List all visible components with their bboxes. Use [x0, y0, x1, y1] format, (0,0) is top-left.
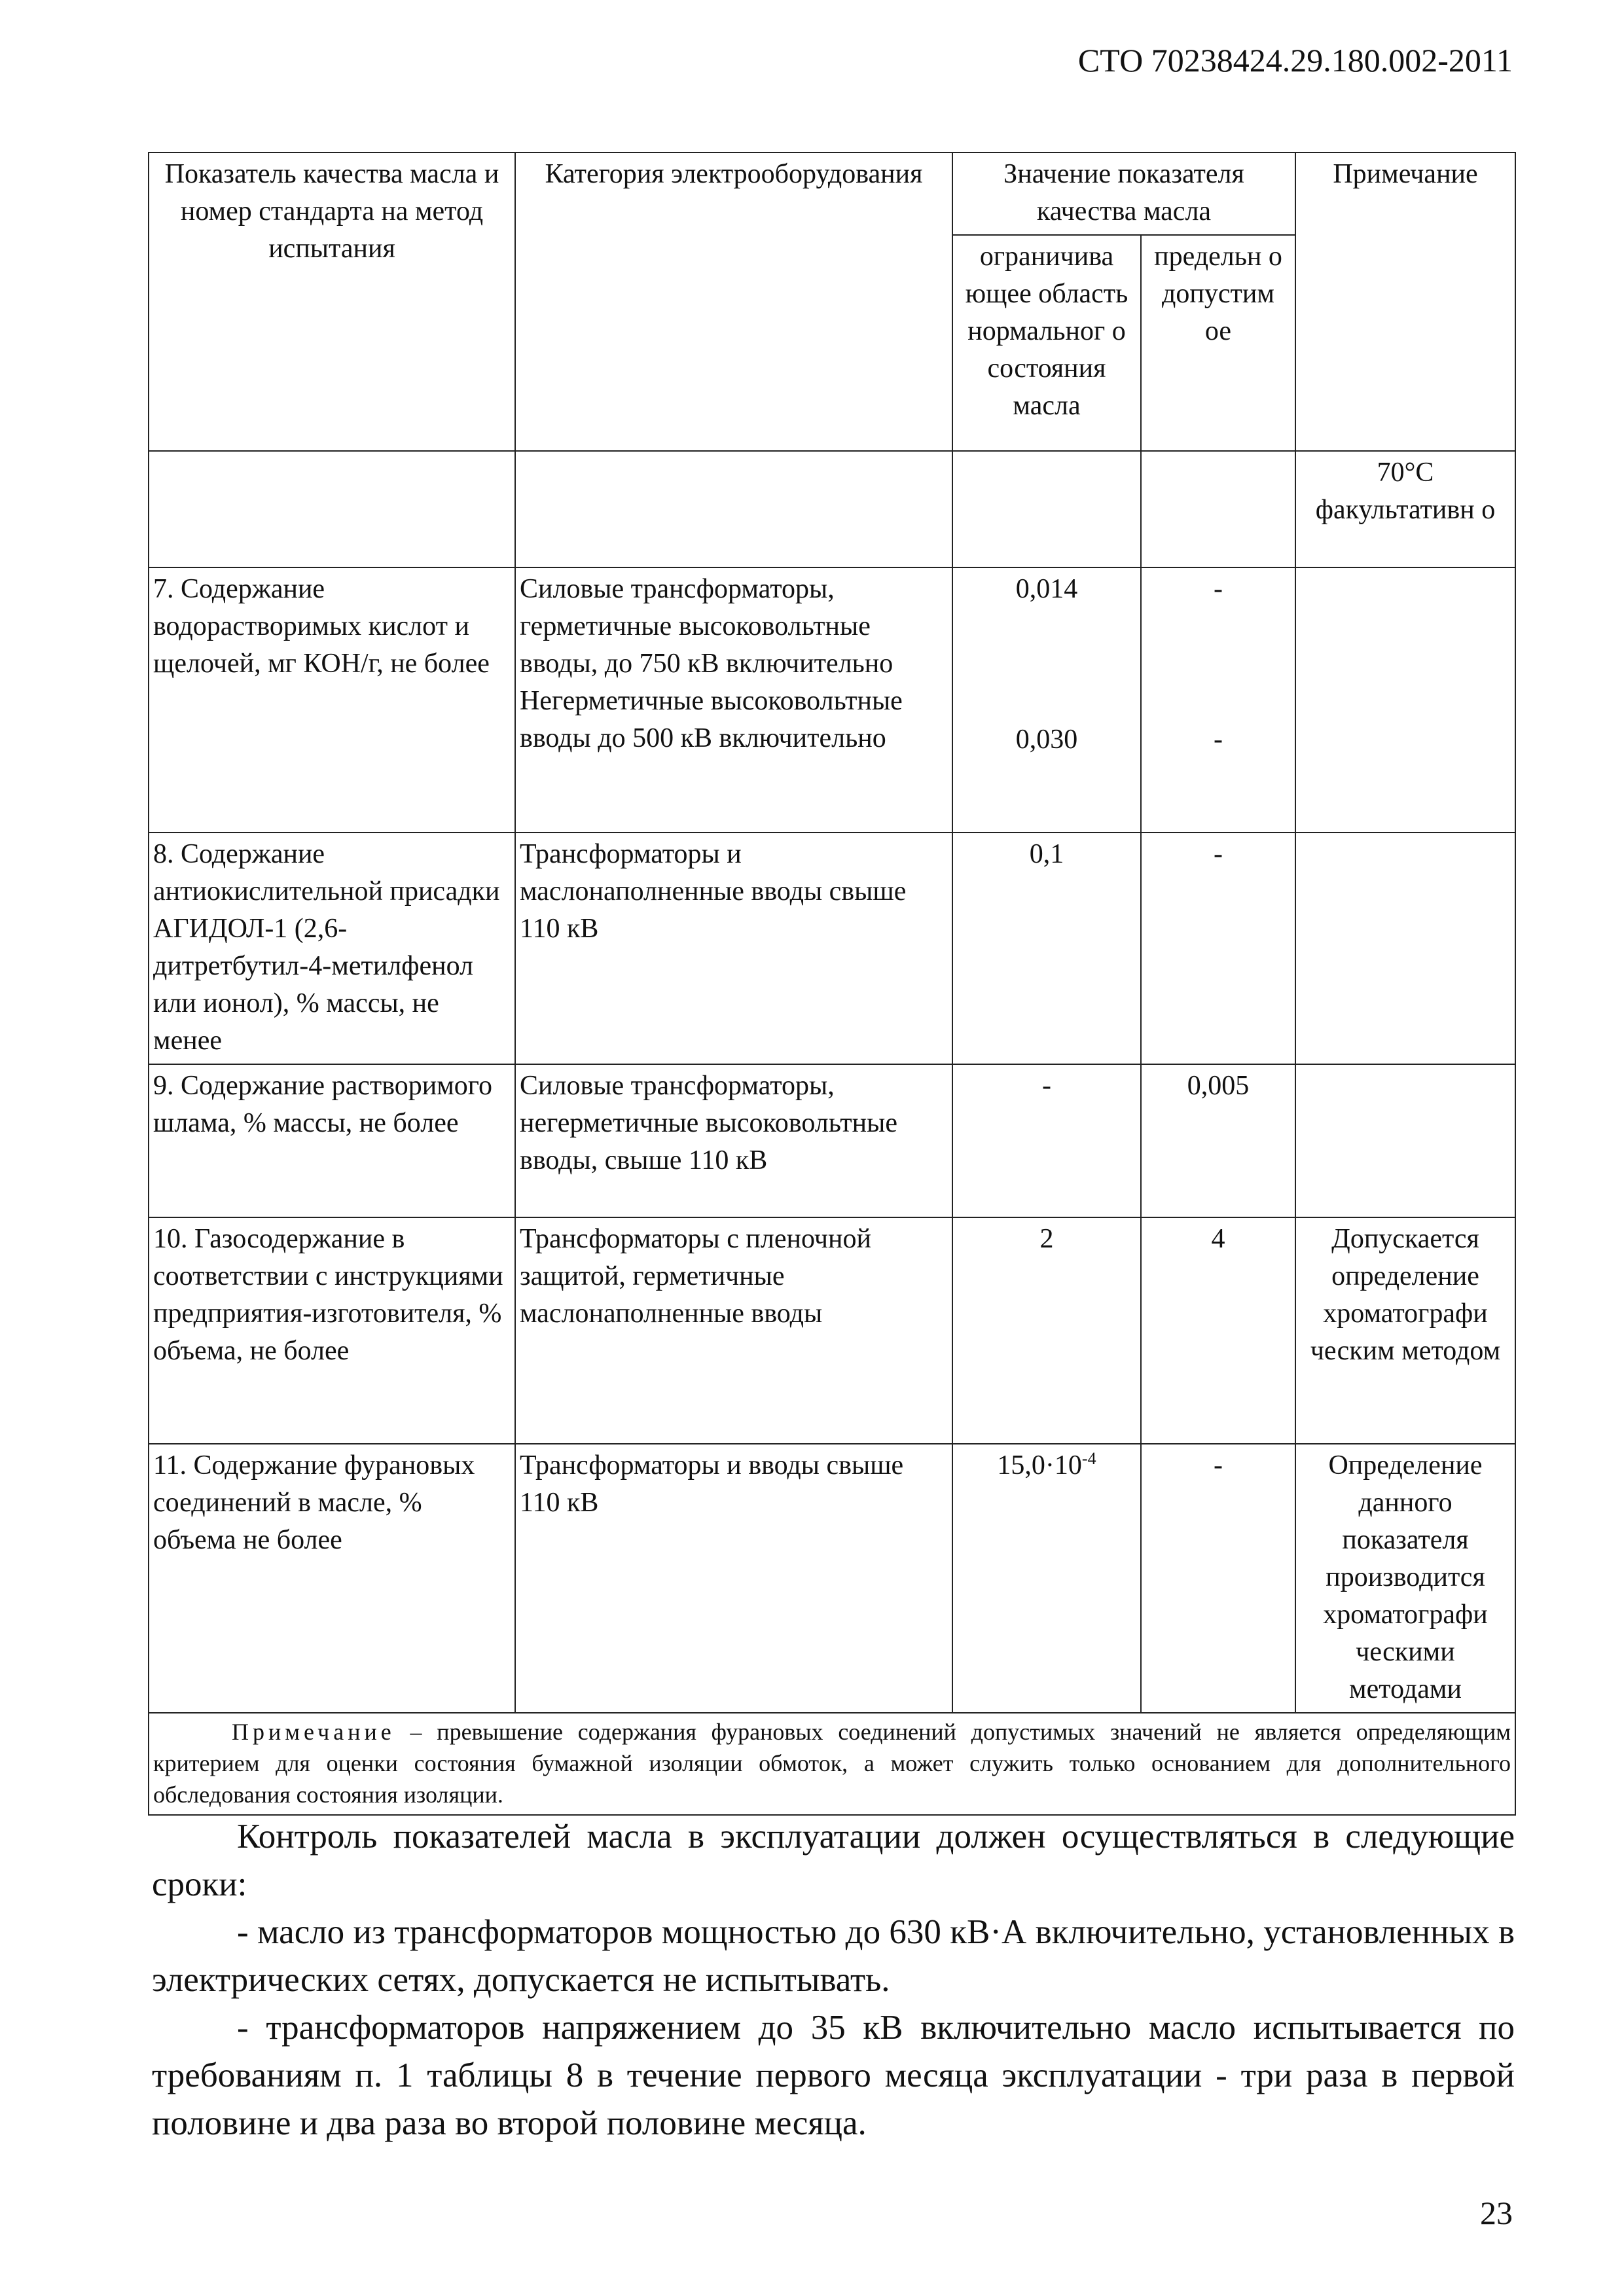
table-footnote [149, 1713, 1515, 1815]
header-category: Категория электрооборудования [515, 152, 952, 451]
row11-normal-exponent: -4 [1081, 1449, 1096, 1468]
row9-category: Силовые трансформаторы, негерметичные высоковольтные вводы, свыше 110 кВ [515, 1064, 952, 1217]
continuation-note: 70°С факультативн о [1295, 451, 1515, 567]
row7-indicator: 7. Содержание водорастворимых кислот и щелочей, мг КОН/г, не более [149, 567, 515, 833]
row7-category-b: Негерметичные высоковольтные вводы до 500 кВ включительно [520, 686, 903, 753]
header-value-group: Значение показателя качества масла [952, 152, 1295, 235]
row7-note [1295, 567, 1515, 833]
body-paragraph-2: - масло из трансформаторов мощностью до 630 кВ·А включительно, установленных в электрических сетях, допускается не испытывать. [152, 1913, 1515, 1999]
row7-limit-b: - [1214, 725, 1223, 755]
row9-limit: 0,005 [1141, 1064, 1295, 1217]
row10-limit: 4 [1141, 1217, 1295, 1444]
row9-indicator: 9. Содержание растворимого шлама, % массы, не более [149, 1064, 515, 1217]
footnote-label: Примечание [232, 1719, 395, 1745]
row9-normal: - [952, 1064, 1141, 1217]
row7-normal-b: 0,030 [1015, 725, 1078, 755]
row7-limit-a: - [1214, 574, 1223, 604]
row8-indicator: 8. Содержание антиокислительной присадки АГИДОЛ-1 (2,6-дитретбутил-4-метилфенол или ионол), % массы, не менее [149, 833, 515, 1064]
row8-note [1295, 833, 1515, 1064]
row8-limit: - [1141, 833, 1295, 1064]
oil-quality-table [148, 152, 1516, 1816]
header-limit: предельн о допустим ое [1141, 235, 1295, 451]
table-row-10 [149, 1217, 1515, 1444]
row7-category-a: Силовые трансформаторы, герметичные высоковольтные вводы, до 750 кВ включительно [520, 574, 893, 679]
row9-note [1295, 1064, 1515, 1217]
row11-indicator: 11. Содержание фурановых соединений в масле, % объема не более [149, 1444, 515, 1713]
body-paragraph-1: Контроль показателей масла в эксплуатации должен осуществляться в следующие сроки: [152, 1818, 1515, 1903]
row7-category [515, 567, 952, 833]
row11-category: Трансформаторы и вводы свыше 110 кВ [515, 1444, 952, 1713]
table-row-8 [149, 833, 1515, 1064]
row8-normal: 0,1 [952, 833, 1141, 1064]
row7-normal-a: 0,014 [1015, 574, 1078, 604]
row11-normal-base: 15,0·10 [997, 1450, 1082, 1480]
row11-limit: - [1141, 1444, 1295, 1713]
row10-indicator: 10. Газосодержание в соответствии с инструкциями предприятия-изготовителя, % объема, не более [149, 1217, 515, 1444]
table-row-9 [149, 1064, 1515, 1217]
document-code: СТО 70238424.29.180.002-2011 [1077, 42, 1513, 79]
header-note: Примечание [1295, 152, 1515, 451]
table-row-continuation [149, 451, 1515, 567]
body-paragraph-3: - трансформаторов напряжением до 35 кВ включительно масло испытывается по требованиям п. 1 таблицы 8 в течение первого месяца эксплуатации - три раза в первой половине и два раза во второй половине месяца. [152, 2009, 1515, 2142]
row7-normal [952, 567, 1141, 833]
row10-normal: 2 [952, 1217, 1141, 1444]
row11-normal [952, 1444, 1141, 1713]
row8-category: Трансформаторы и маслонаполненные вводы свыше 110 кВ [515, 833, 952, 1064]
row10-note: Допускается определение хроматографи ческим методом [1295, 1217, 1515, 1444]
header-indicator: Показатель качества масла и номер стандарта на метод испытания [149, 152, 515, 451]
body-text [152, 1813, 1515, 2147]
row10-category: Трансформаторы с пленочной защитой, герметичные маслонаполненные вводы [515, 1217, 952, 1444]
page-number: 23 [1480, 2195, 1513, 2231]
table-header-row [149, 152, 1515, 235]
table-footnote-row [149, 1713, 1515, 1815]
table-row-11 [149, 1444, 1515, 1713]
header-normal: ограничива ющее область нормальног о состояния масла [952, 235, 1141, 451]
footnote-text: – превышение содержания фурановых соединений допустимых значений не является определяющим критерием для оценки состояния бумажной изоляции обмоток, а может служить только основанием для дополнительного обследования состояния изоляции. [153, 1719, 1511, 1808]
table-row-7 [149, 567, 1515, 833]
row11-note: Определение данного показателя производится хроматографи ческими методами [1295, 1444, 1515, 1713]
row7-limit [1141, 567, 1295, 833]
